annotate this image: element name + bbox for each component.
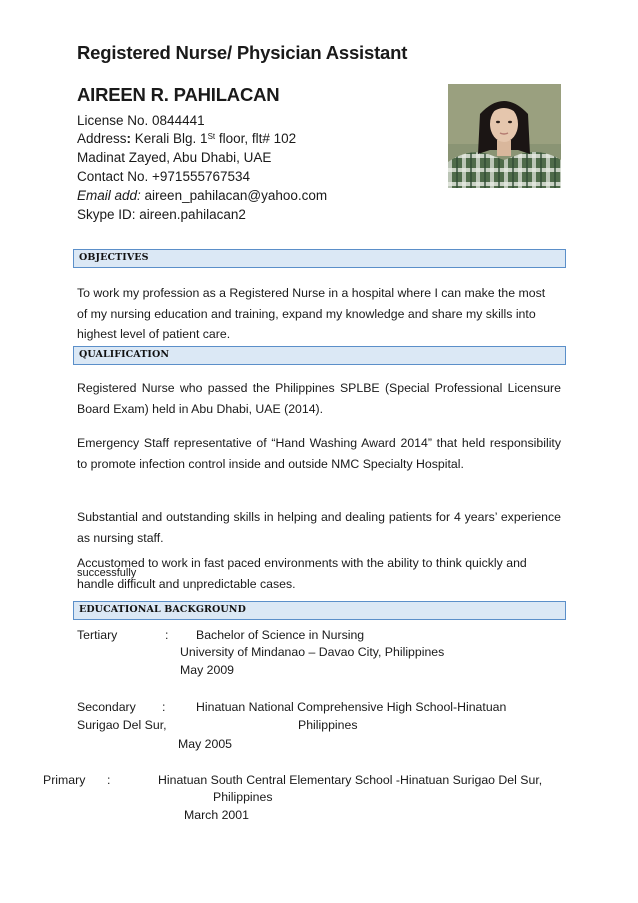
secondary-date: May 2005: [178, 737, 233, 751]
primary-colon: :: [107, 773, 111, 787]
tertiary-label: Tertiary: [77, 628, 118, 642]
applicant-name: AIREEN R. PAHILACAN: [77, 84, 280, 105]
primary-date: March 2001: [184, 808, 249, 822]
secondary-colon: :: [162, 700, 166, 714]
address-value: Kerali Blg. 1: [131, 131, 208, 146]
tertiary-colon: :: [165, 628, 169, 642]
qualification-item: Emergency Staff representative of “Hand Washing Award 2014” that held responsibility to promote infection control inside and outside NMC Specialty Hospital.: [77, 436, 561, 471]
email-value: aireen_pahilacan@yahoo.com: [140, 188, 328, 203]
contact-number: Contact No. +971555767534: [77, 169, 251, 184]
address-superscript: St: [207, 132, 216, 141]
address-rest: floor, flt# 102: [215, 131, 297, 146]
tertiary-date: May 2009: [180, 663, 235, 677]
email-label: Email add:: [77, 188, 141, 203]
secondary-label: Secondary: [77, 700, 136, 714]
profile-photo-illustration: [448, 84, 561, 188]
email-line: [77, 187, 327, 205]
address-line-2: Madinat Zayed, Abu Dhabi, UAE: [77, 150, 272, 165]
secondary-school: Hinatuan National Comprehensive High School-Hinatuan: [196, 700, 507, 714]
objectives-paragraph: To work my profession as a Registered Nurse in a hospital where I can make the most of my nursing education and training, expand my knowledge and share my skills into highest level of patient care.: [77, 286, 546, 341]
section-header-qualification: [73, 346, 566, 365]
address-label: Address: [77, 131, 127, 146]
section-title-education: EDUCATIONAL BACKGROUND: [79, 604, 246, 615]
secondary-place-b: Philippines: [298, 718, 358, 732]
section-title-qualification: QUALIFICATION: [79, 349, 170, 360]
primary-place: Philippines: [213, 790, 273, 804]
address-colon: :: [126, 131, 132, 146]
secondary-place-a: Surigao Del Sur,: [77, 718, 167, 732]
qualification-item-overlap: successfully: [77, 567, 137, 579]
section-header-objectives: [73, 249, 566, 268]
qualification-item: Accustomed to work in fast paced environments with the ability to think quickly and: [77, 556, 527, 570]
skype-id: Skype ID: aireen.pahilacan2: [77, 207, 246, 222]
job-title: Registered Nurse/ Physician Assistant: [77, 42, 408, 63]
section-title-objectives: OBJECTIVES: [79, 252, 149, 263]
primary-label: Primary: [43, 773, 86, 787]
qualification-item-continued: handle difficult and unpredictable cases.: [77, 577, 296, 591]
tertiary-school: University of Mindanao – Davao City, Philippines: [180, 645, 445, 659]
qualification-item: Registered Nurse who passed the Philippines SPLBE (Special Professional Licensure Board Exam) held in Abu Dhabi, UAE (2014).: [77, 381, 561, 416]
qualification-item: Substantial and outstanding skills in helping and dealing patients for 4 years’ experience as nursing staff.: [77, 510, 561, 545]
profile-photo: [448, 84, 561, 188]
license-number: License No. 0844441: [77, 113, 205, 128]
primary-school: Hinatuan South Central Elementary School -Hinatuan Surigao Del Sur,: [158, 773, 543, 787]
section-header-education: [73, 601, 566, 620]
tertiary-degree: Bachelor of Science in Nursing: [196, 628, 365, 642]
address-line-1: [77, 130, 296, 148]
